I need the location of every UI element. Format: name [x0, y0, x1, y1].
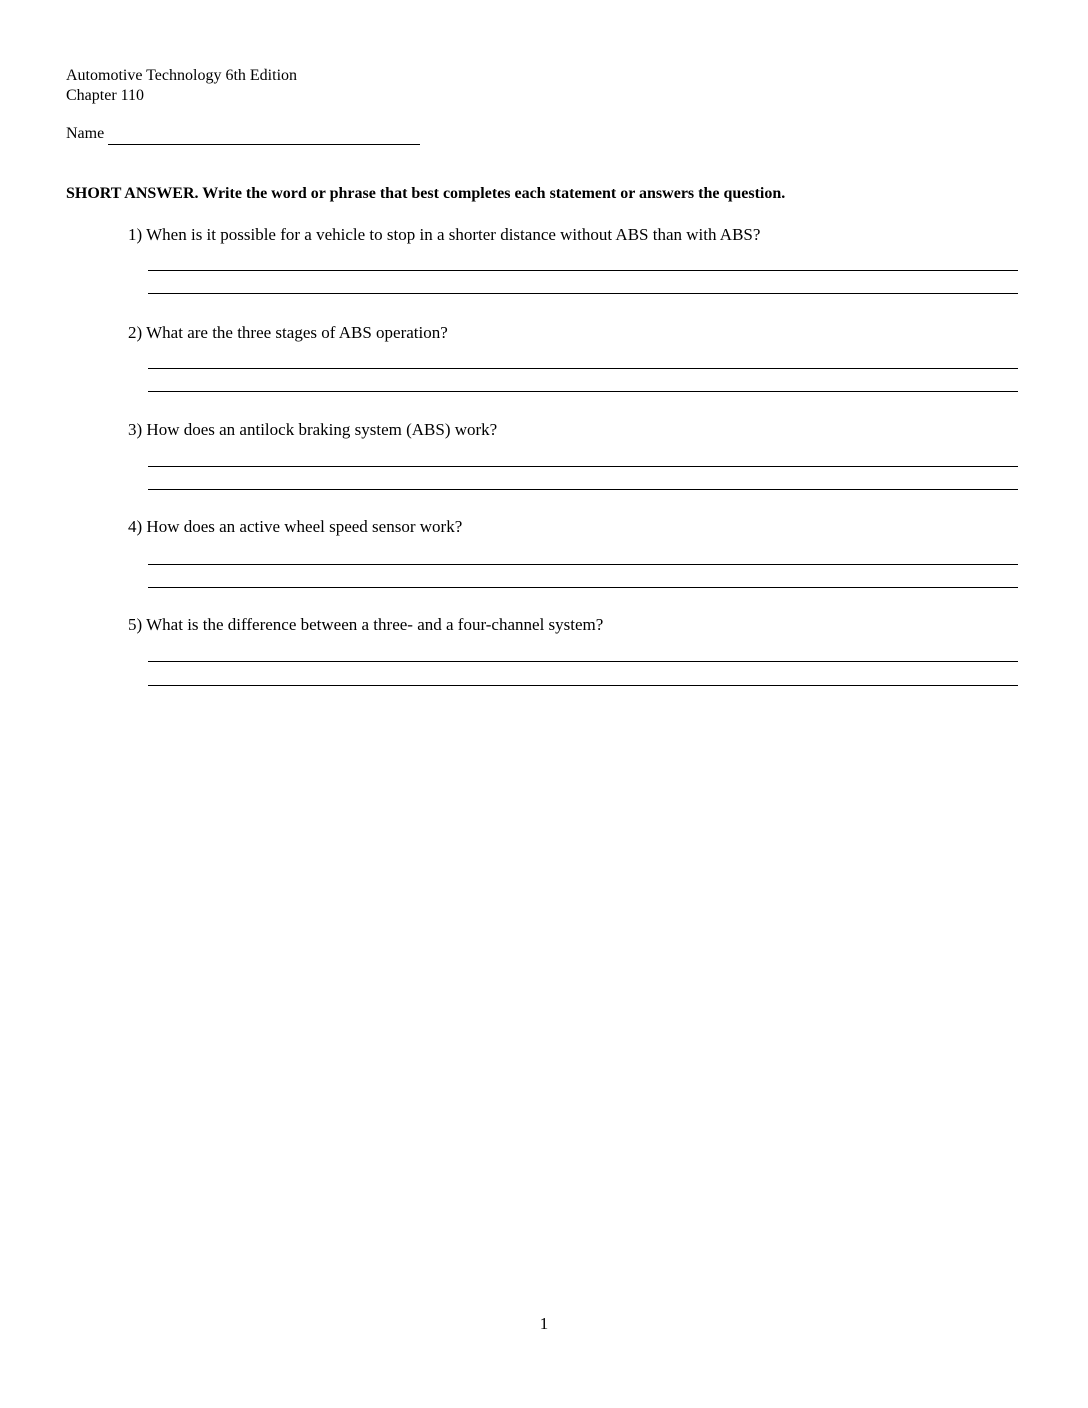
question-5	[128, 614, 603, 636]
question-text: What is the difference between a three- and a four-channel system?	[146, 615, 604, 634]
question-number: 5)	[128, 615, 143, 634]
name-input-line[interactable]	[108, 144, 420, 145]
answer-line-4a[interactable]	[148, 564, 1018, 565]
answer-line-1b[interactable]	[148, 293, 1018, 294]
question-number: 3)	[128, 420, 143, 439]
name-label: Name	[66, 125, 105, 142]
book-title: Automotive Technology 6th Edition	[66, 67, 298, 84]
chapter-label: Chapter 110	[66, 87, 145, 104]
question-number: 2)	[128, 323, 143, 342]
answer-line-3b[interactable]	[148, 489, 1018, 490]
question-text: How does an active wheel speed sensor work?	[146, 517, 463, 536]
question-1	[128, 224, 760, 246]
answer-line-1a[interactable]	[148, 270, 1018, 271]
page-number: 1	[539, 1314, 549, 1333]
question-text: How does an antilock braking system (ABS) work?	[146, 420, 498, 439]
question-2	[128, 322, 448, 344]
question-3	[128, 419, 497, 441]
answer-line-3a[interactable]	[148, 466, 1018, 467]
question-4	[128, 516, 462, 538]
answer-line-2b[interactable]	[148, 391, 1018, 392]
question-text: When is it possible for a vehicle to stop in a shorter distance without ABS than with ABS?	[146, 225, 761, 244]
answer-line-5a[interactable]	[148, 661, 1018, 662]
section-instructions: SHORT ANSWER. Write the word or phrase that best completes each statement or answers the question.	[66, 185, 786, 202]
answer-line-2a[interactable]	[148, 368, 1018, 369]
question-text: What are the three stages of ABS operation?	[146, 323, 448, 342]
answer-line-5b[interactable]	[148, 685, 1018, 686]
question-number: 4)	[128, 517, 143, 536]
answer-line-4b[interactable]	[148, 587, 1018, 588]
question-number: 1)	[128, 225, 143, 244]
